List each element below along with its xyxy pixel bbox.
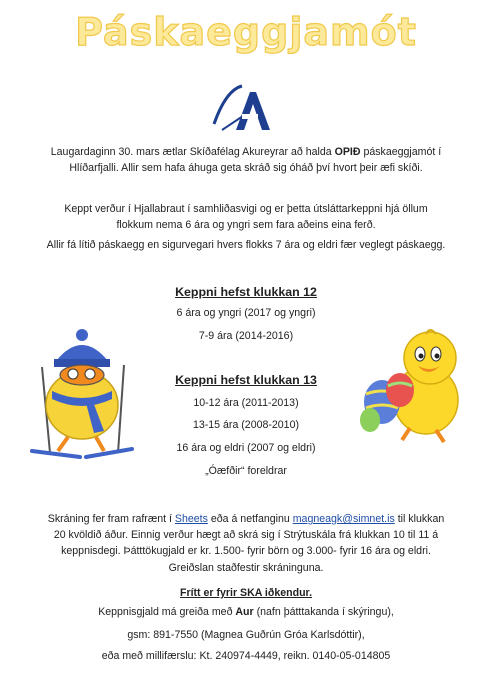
group2-heading: Keppni hefst klukkan 13 bbox=[175, 373, 317, 387]
rules-text: flokkum nema 6 ára og yngri sem fara aðeins eina ferð. bbox=[116, 219, 376, 231]
prize-text: Allir fá lítið páskaegg en sigurvegari hvers flokks 7 ára og eldri fær veglegt páskaegg. bbox=[46, 239, 446, 251]
payment-line bbox=[0, 606, 492, 618]
intro-text: páskaeggjamót í bbox=[360, 146, 442, 158]
group1-item: 7-9 ára (2014-2016) bbox=[198, 330, 294, 342]
registration-paragraph bbox=[0, 511, 492, 559]
payment-text: (nafn þátttakanda í skýringu), bbox=[253, 606, 394, 618]
email-link[interactable]: magneagk@simnet.is bbox=[292, 513, 395, 525]
page-title: Páskaeggjamót bbox=[75, 10, 417, 54]
payment-text: Keppnisgjald má greiða með bbox=[98, 606, 236, 618]
registration-text: keppnisdegi. Þátttökugjald er kr. 1.500- fyrir börn og 3.000- fyrir 16 ára og eldri. bbox=[61, 545, 431, 557]
intro-text: Laugardaginn 30. mars ætlar Skíðafélag Akureyrar að halda bbox=[50, 146, 335, 158]
group2-item: 13-15 ára (2008-2010) bbox=[192, 419, 299, 431]
intro-open-label: OPIÐ bbox=[334, 146, 361, 158]
rules-paragraph bbox=[0, 201, 492, 233]
group2-item: 10-12 ára (2011-2013) bbox=[193, 397, 299, 409]
rules-text: Keppt verður í Hjallabraut í samhliðasvigi og er þetta útsláttarkeppni hjá öllum bbox=[64, 203, 428, 215]
payment-line: gsm: 891-7550 (Magnea Guðrún Gróa Karlsdóttir), bbox=[127, 629, 365, 641]
aur-label: Aur bbox=[235, 606, 254, 618]
intro-paragraph bbox=[0, 144, 492, 176]
skiing-chick-illustration bbox=[28, 327, 136, 463]
payment-line: eða með millifærslu: Kt. 240974-4449, reikn. 0140-05-014805 bbox=[101, 650, 391, 662]
registration-text: eða á netfanginu bbox=[207, 513, 293, 525]
group1-item: 6 ára og yngri (2017 og yngri) bbox=[176, 307, 316, 319]
intro-text: Hlíðarfjalli. Allir sem hafa áhuga geta skráð sig óháð því hvort þeir æfi skíði. bbox=[69, 162, 423, 174]
group2-item: 16 ára og eldri (2007 og eldri) bbox=[176, 442, 316, 454]
registration-text: Skráning fer fram rafrænt í bbox=[47, 513, 175, 525]
group1-heading: Keppni hefst klukkan 12 bbox=[175, 285, 317, 299]
chick-with-eggs-illustration bbox=[356, 328, 468, 446]
registration-text: til klukkan bbox=[394, 513, 445, 525]
prize-paragraph bbox=[0, 237, 492, 253]
free-note: Frítt er fyrir SKA iðkendur. bbox=[179, 587, 313, 599]
payment-confirm-note: Greiðslan staðfestir skráninguna. bbox=[168, 562, 324, 574]
sheets-link[interactable]: Sheets bbox=[174, 513, 208, 525]
ska-logo bbox=[212, 84, 272, 134]
registration-text: 20 kvöldið áður. Einnig verður hægt að skrá sig í Strýtuskála frá klukkan 10 til 11 á bbox=[53, 529, 439, 541]
group2-item: „Óæfðir“ foreldrar bbox=[205, 465, 287, 477]
